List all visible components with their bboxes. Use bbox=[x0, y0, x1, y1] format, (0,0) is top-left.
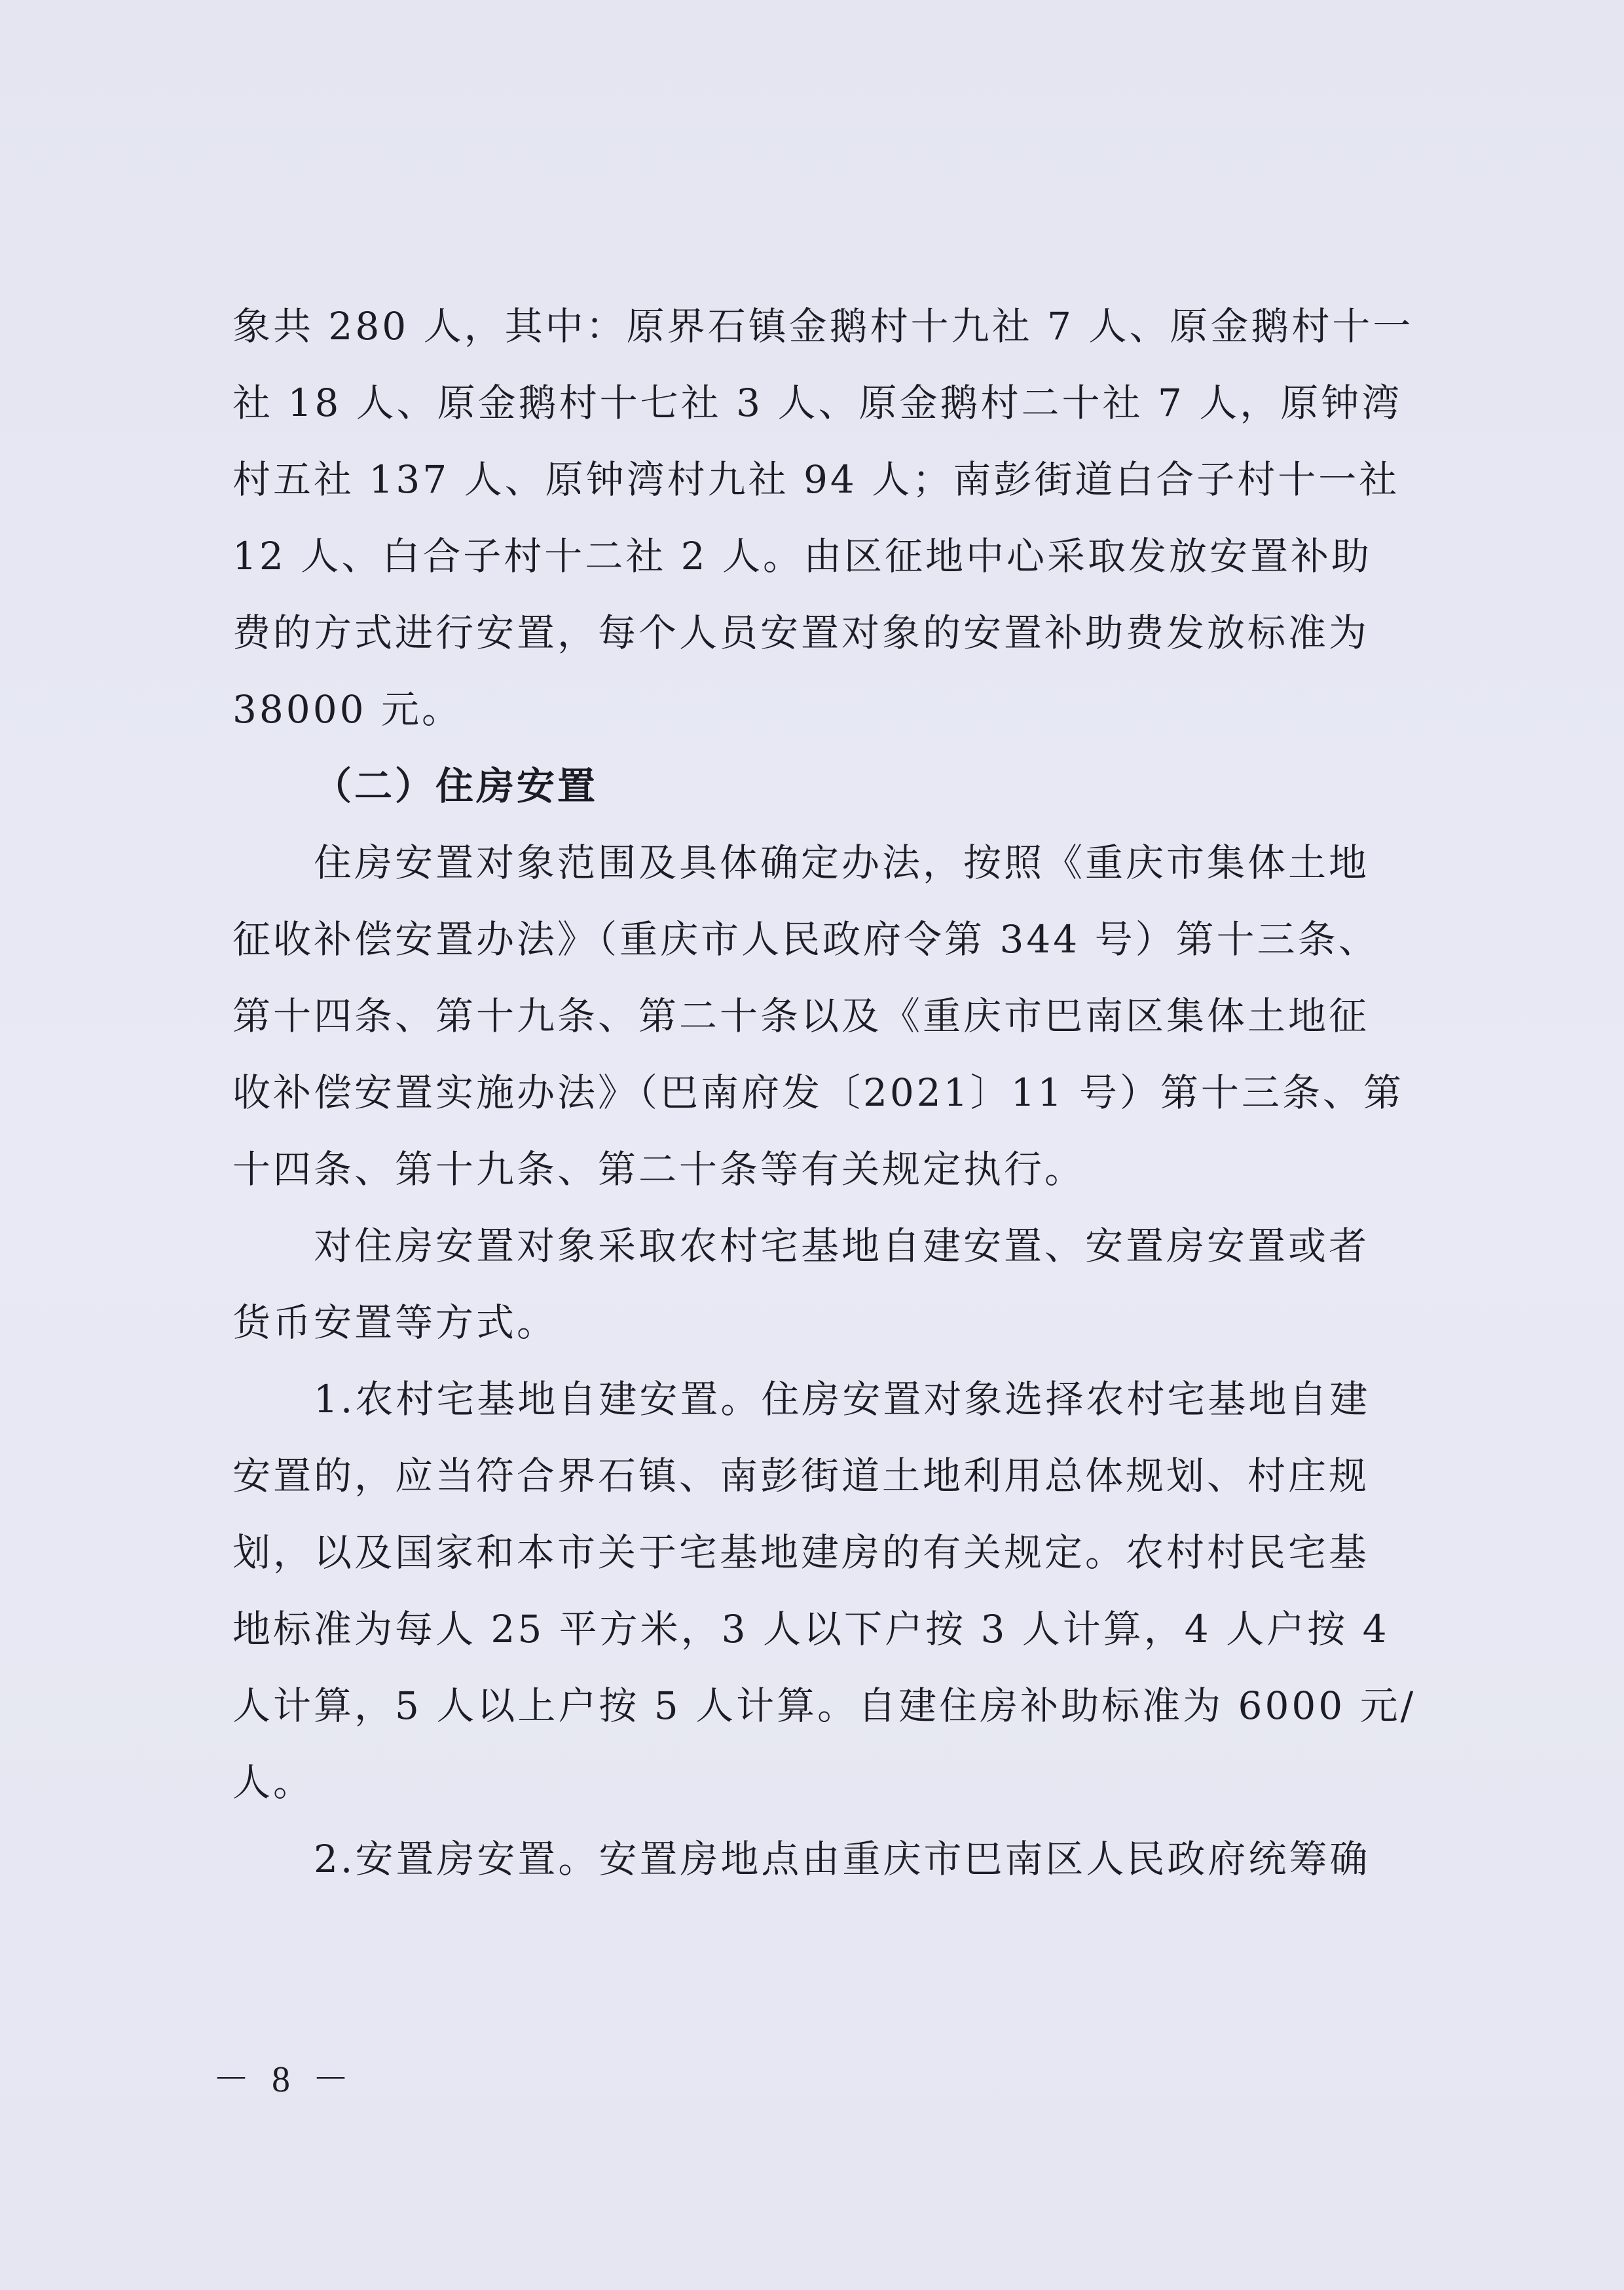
text-line: 村五社 137 人、原钟湾村九社 94 人；南彭街道白合子村十一社 bbox=[232, 457, 1400, 502]
text-line: 费的方式进行安置，每个人员安置对象的安置补助费发放标准为 bbox=[232, 610, 1370, 655]
text-line: 住房安置对象范围及具体确定办法，按照《重庆市集体土地 bbox=[314, 840, 1370, 885]
text-line: 社 18 人、原金鹅村十七社 3 人、原金鹅村二十社 7 人，原钟湾 bbox=[232, 381, 1403, 425]
text-line: 12 人、白合子村十二社 2 人。由区征地中心采取发放安置补助 bbox=[232, 534, 1373, 578]
text-line: 人计算，5 人以上户按 5 人计算。自建住房补助标准为 6000 元/ bbox=[232, 1683, 1416, 1728]
page-number: － 8 － bbox=[213, 2059, 356, 2100]
text-line: 2.安置房安置。安置房地点由重庆市巴南区人民政府统筹确 bbox=[314, 1837, 1371, 1881]
text-line: 人。 bbox=[232, 1760, 314, 1805]
text-line: 货币安置等方式。 bbox=[232, 1300, 558, 1345]
section-heading-housing bbox=[232, 748, 1444, 825]
text-line: 地标准为每人 25 平方米，3 人以下户按 3 人计算，4 人户按 4 bbox=[232, 1607, 1390, 1651]
paragraph-self-build bbox=[232, 1361, 1444, 1821]
paragraph-resettlement-housing bbox=[232, 1821, 1444, 1898]
paragraph-housing-scope bbox=[232, 825, 1444, 1208]
text-line: 安置的，应当符合界石镇、南彭街道土地利用总体规划、村庄规 bbox=[232, 1454, 1370, 1498]
text-line: 第十四条、第十九条、第二十条以及《重庆市巴南区集体土地征 bbox=[232, 994, 1370, 1038]
text-line: 1.农村宅基地自建安置。住房安置对象选择农村宅基地自建 bbox=[314, 1377, 1371, 1421]
document-body bbox=[232, 288, 1444, 1898]
heading-text: （二）住房安置 bbox=[314, 764, 599, 808]
text-line: 划，以及国家和本市关于宅基地建房的有关规定。农村村民宅基 bbox=[232, 1530, 1370, 1575]
text-line: 38000 元。 bbox=[232, 687, 462, 732]
text-line: 对住房安置对象采取农村宅基地自建安置、安置房安置或者 bbox=[314, 1224, 1370, 1268]
text-line: 象共 280 人，其中：原界石镇金鹅村十九社 7 人、原金鹅村十一 bbox=[232, 304, 1414, 348]
paragraph-housing-methods bbox=[232, 1208, 1444, 1361]
text-line: 收补偿安置实施办法》（巴南府发〔2021〕11 号）第十三条、第 bbox=[232, 1070, 1404, 1115]
text-line: 十四条、第十九条、第二十条等有关规定执行。 bbox=[232, 1147, 1086, 1192]
text-line: 征收补偿安置办法》（重庆市人民政府令第 344 号）第十三条、 bbox=[232, 917, 1379, 962]
paragraph-placement-count bbox=[232, 288, 1444, 748]
